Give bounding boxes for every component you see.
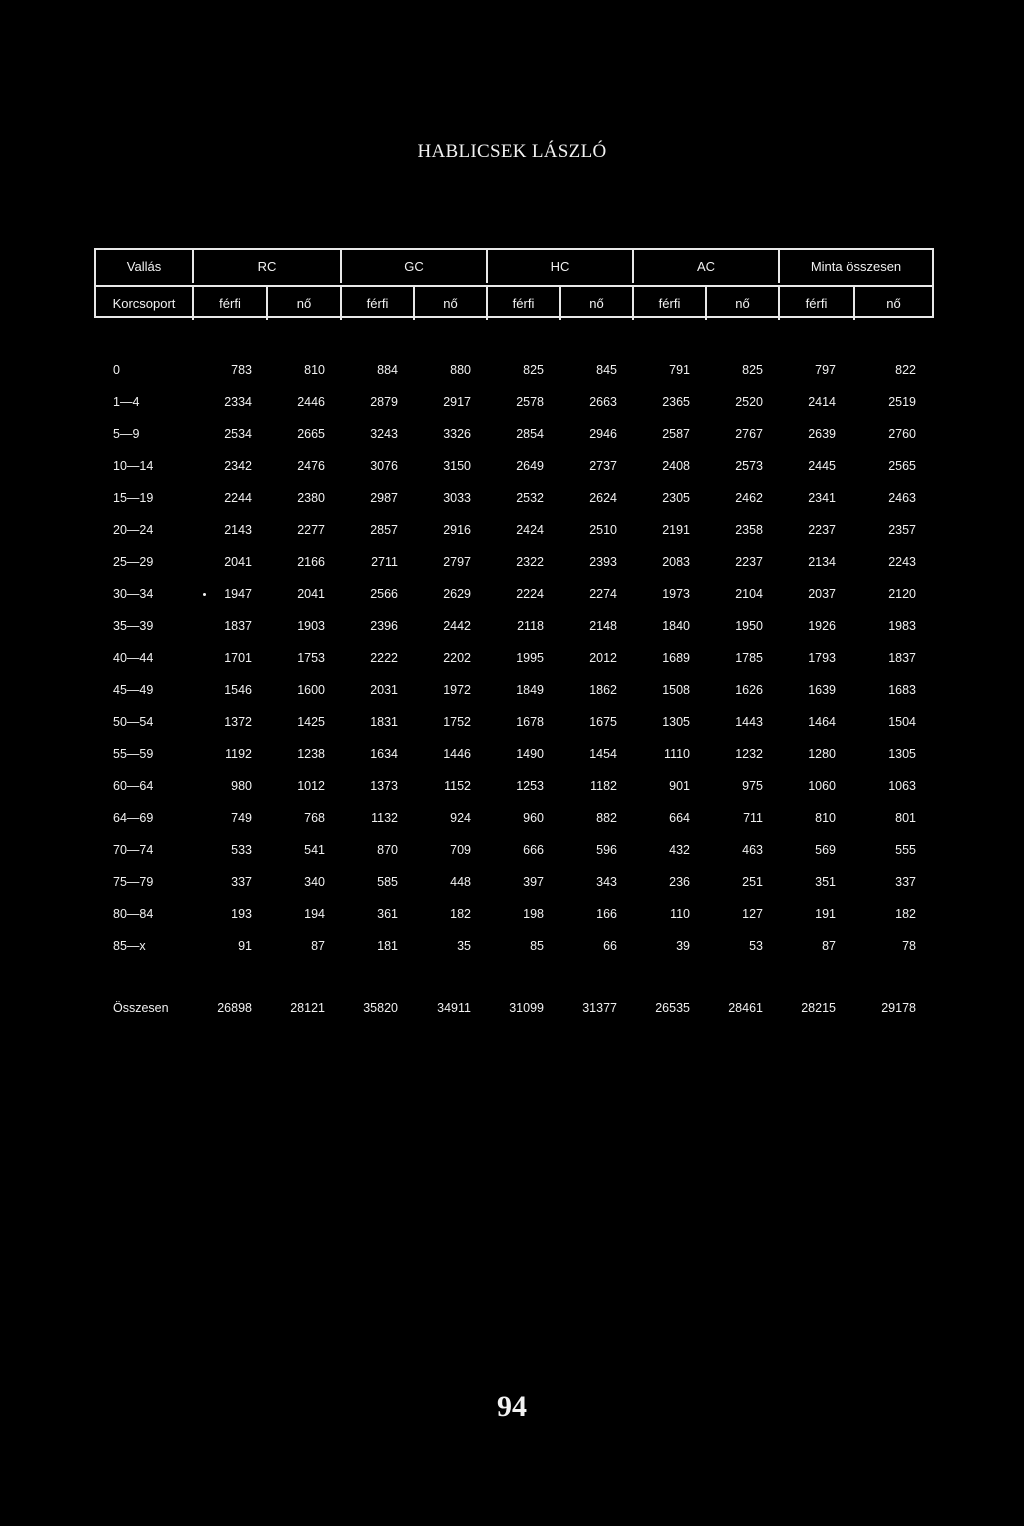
age-group-cell: 15—19 — [113, 491, 154, 505]
header-group-ac: AC — [632, 250, 778, 283]
value-cell: 2305 — [662, 491, 690, 505]
table-row — [0, 872, 1024, 892]
value-cell: 191 — [815, 907, 836, 921]
age-group-cell: 35—39 — [113, 619, 154, 633]
value-cell: 1837 — [224, 619, 252, 633]
value-cell: 980 — [231, 779, 252, 793]
value-cell: 1785 — [735, 651, 763, 665]
table-row — [0, 552, 1024, 572]
age-group-cell: 85—x — [113, 939, 146, 953]
value-cell: 2442 — [443, 619, 471, 633]
age-group-cell: 40—44 — [113, 651, 154, 665]
value-cell: 2166 — [297, 555, 325, 569]
header-sex-cell: nő — [853, 287, 932, 320]
value-cell: 236 — [669, 875, 690, 889]
value-cell: 2414 — [808, 395, 836, 409]
header-group-gc: GC — [340, 250, 486, 283]
stray-dot-mark — [203, 593, 206, 596]
value-cell: 791 — [669, 363, 690, 377]
value-cell: 666 — [523, 843, 544, 857]
value-cell: 2083 — [662, 555, 690, 569]
value-cell: 351 — [815, 875, 836, 889]
value-cell: 664 — [669, 811, 690, 825]
age-group-cell: 55—59 — [113, 747, 154, 761]
value-cell: 2445 — [808, 459, 836, 473]
value-cell: 2737 — [589, 459, 617, 473]
value-cell: 783 — [231, 363, 252, 377]
total-value-cell: 28215 — [801, 1001, 836, 1015]
value-cell: 1634 — [370, 747, 398, 761]
value-cell: 2202 — [443, 651, 471, 665]
value-cell: 2143 — [224, 523, 252, 537]
total-value-cell: 28461 — [728, 1001, 763, 1015]
table-row — [0, 744, 1024, 764]
value-cell: 1372 — [224, 715, 252, 729]
value-cell: 182 — [450, 907, 471, 921]
total-value-cell: 28121 — [290, 1001, 325, 1015]
header-sex-cell: férfi — [340, 287, 413, 320]
value-cell: 1983 — [888, 619, 916, 633]
header-group-total: Minta összesen — [778, 250, 932, 283]
value-cell: 1793 — [808, 651, 836, 665]
table-row — [0, 520, 1024, 540]
value-cell: 432 — [669, 843, 690, 857]
table-row — [0, 616, 1024, 636]
value-cell: 2237 — [808, 523, 836, 537]
value-cell: 1926 — [808, 619, 836, 633]
value-cell: 960 — [523, 811, 544, 825]
age-group-cell: 50—54 — [113, 715, 154, 729]
table-row — [0, 392, 1024, 412]
value-cell: 555 — [895, 843, 916, 857]
value-cell: 2463 — [888, 491, 916, 505]
value-cell: 1238 — [297, 747, 325, 761]
value-cell: 2365 — [662, 395, 690, 409]
value-cell: 1192 — [225, 747, 252, 761]
value-cell: 1373 — [370, 779, 398, 793]
value-cell: 1837 — [888, 651, 916, 665]
value-cell: 2587 — [662, 427, 690, 441]
header-sex-cell: férfi — [192, 287, 266, 320]
value-cell: 801 — [895, 811, 916, 825]
total-value-cell: 26535 — [655, 1001, 690, 1015]
value-cell: 1639 — [808, 683, 836, 697]
value-cell: 1490 — [516, 747, 544, 761]
value-cell: 825 — [523, 363, 544, 377]
header-sex-cell: nő — [559, 287, 632, 320]
value-cell: 397 — [523, 875, 544, 889]
value-cell: 3033 — [443, 491, 471, 505]
value-cell: 1753 — [297, 651, 325, 665]
value-cell: 2358 — [735, 523, 763, 537]
value-cell: 1280 — [808, 747, 836, 761]
value-cell: 2916 — [443, 523, 471, 537]
value-cell: 1947 — [224, 587, 252, 601]
age-group-cell: 75—79 — [113, 875, 154, 889]
value-cell: 3150 — [443, 459, 471, 473]
age-group-cell: 60—64 — [113, 779, 154, 793]
value-cell: 585 — [377, 875, 398, 889]
value-cell: 2519 — [888, 395, 916, 409]
value-cell: 1060 — [808, 779, 836, 793]
value-cell: 85 — [530, 939, 544, 953]
value-cell: 2120 — [888, 587, 916, 601]
value-cell: 2237 — [735, 555, 763, 569]
value-cell: 2446 — [297, 395, 325, 409]
header-row-sex — [96, 285, 932, 320]
value-cell: 1840 — [662, 619, 690, 633]
value-cell: 2224 — [516, 587, 544, 601]
value-cell: 2408 — [662, 459, 690, 473]
value-cell: 1973 — [662, 587, 690, 601]
value-cell: 2879 — [370, 395, 398, 409]
value-cell: 1232 — [735, 747, 763, 761]
value-cell: 2767 — [735, 427, 763, 441]
table-row — [0, 456, 1024, 476]
value-cell: 749 — [231, 811, 252, 825]
value-cell: 2424 — [516, 523, 544, 537]
value-cell: 87 — [822, 939, 836, 953]
running-head: HABLICSEK LÁSZLÓ — [417, 141, 607, 162]
value-cell: 533 — [231, 843, 252, 857]
value-cell: 166 — [596, 907, 617, 921]
value-cell: 3326 — [443, 427, 471, 441]
value-cell: 845 — [596, 363, 617, 377]
table-row — [0, 936, 1024, 956]
value-cell: 2342 — [224, 459, 252, 473]
value-cell: 825 — [742, 363, 763, 377]
value-cell: 2462 — [735, 491, 763, 505]
value-cell: 2532 — [516, 491, 544, 505]
value-cell: 2041 — [224, 555, 252, 569]
value-cell: 110 — [670, 907, 690, 921]
value-cell: 768 — [304, 811, 325, 825]
value-cell: 2663 — [589, 395, 617, 409]
table-row — [0, 488, 1024, 508]
age-group-cell: 0 — [113, 363, 120, 377]
value-cell: 2665 — [297, 427, 325, 441]
value-cell: 198 — [523, 907, 544, 921]
value-cell: 1110 — [664, 747, 690, 761]
value-cell: 2031 — [370, 683, 398, 697]
value-cell: 182 — [895, 907, 916, 921]
total-label: Összesen — [113, 1001, 169, 1015]
value-cell: 2243 — [888, 555, 916, 569]
value-cell: 1701 — [224, 651, 252, 665]
value-cell: 2987 — [370, 491, 398, 505]
value-cell: 2624 — [589, 491, 617, 505]
value-cell: 337 — [895, 875, 916, 889]
header-sex-cell: nő — [266, 287, 340, 320]
value-cell: 1446 — [443, 747, 471, 761]
total-value-cell: 31099 — [509, 1001, 544, 1015]
value-cell: 2946 — [589, 427, 617, 441]
age-group-cell: 64—69 — [113, 811, 154, 825]
total-value-cell: 35820 — [363, 1001, 398, 1015]
header-row-religion — [96, 250, 932, 283]
age-group-cell: 70—74 — [113, 843, 154, 857]
value-cell: 448 — [450, 875, 471, 889]
value-cell: 541 — [304, 843, 325, 857]
value-cell: 39 — [676, 939, 690, 953]
value-cell: 1752 — [443, 715, 471, 729]
header-sex-cell: nő — [705, 287, 778, 320]
page-number: 94 — [497, 1390, 527, 1423]
value-cell: 1182 — [590, 779, 617, 793]
value-cell: 1689 — [662, 651, 690, 665]
value-cell: 2476 — [297, 459, 325, 473]
header-religion-label: Vallás — [126, 259, 162, 274]
value-cell: 711 — [743, 811, 763, 825]
value-cell: 340 — [304, 875, 325, 889]
total-value-cell: 31377 — [582, 1001, 617, 1015]
value-cell: 1678 — [516, 715, 544, 729]
value-cell: 1454 — [589, 747, 617, 761]
value-cell: 2393 — [589, 555, 617, 569]
value-cell: 1600 — [297, 683, 325, 697]
total-row — [0, 998, 1024, 1018]
value-cell: 2277 — [297, 523, 325, 537]
value-cell: 1546 — [224, 683, 252, 697]
value-cell: 822 — [895, 363, 916, 377]
age-group-cell: 10—14 — [113, 459, 154, 473]
value-cell: 1675 — [589, 715, 617, 729]
value-cell: 2565 — [888, 459, 916, 473]
value-cell: 66 — [603, 939, 617, 953]
value-cell: 1972 — [443, 683, 471, 697]
value-cell: 2578 — [516, 395, 544, 409]
value-cell: 2857 — [370, 523, 398, 537]
header-sex-cell: férfi — [778, 287, 853, 320]
value-cell: 251 — [742, 875, 763, 889]
value-cell: 882 — [596, 811, 617, 825]
value-cell: 1504 — [888, 715, 916, 729]
header-group-hc: HC — [486, 250, 632, 283]
value-cell: 2711 — [371, 555, 398, 569]
age-group-cell: 45—49 — [113, 683, 154, 697]
value-cell: 1132 — [371, 811, 398, 825]
value-cell: 1012 — [297, 779, 325, 793]
value-cell: 343 — [596, 875, 617, 889]
value-cell: 2510 — [589, 523, 617, 537]
value-cell: 2148 — [589, 619, 617, 633]
value-cell: 797 — [815, 363, 836, 377]
value-cell: 2520 — [735, 395, 763, 409]
value-cell: 35 — [457, 939, 471, 953]
table-row — [0, 712, 1024, 732]
value-cell: 2357 — [888, 523, 916, 537]
value-cell: 1305 — [662, 715, 690, 729]
table-row — [0, 360, 1024, 380]
age-group-cell: 30—34 — [113, 587, 154, 601]
value-cell: 2629 — [443, 587, 471, 601]
value-cell: 1425 — [297, 715, 325, 729]
value-cell: 53 — [749, 939, 763, 953]
value-cell: 2244 — [224, 491, 252, 505]
value-cell: 975 — [742, 779, 763, 793]
value-cell: 2573 — [735, 459, 763, 473]
table-row — [0, 648, 1024, 668]
value-cell: 709 — [450, 843, 471, 857]
value-cell: 3243 — [370, 427, 398, 441]
value-cell: 2854 — [516, 427, 544, 441]
value-cell: 1862 — [589, 683, 617, 697]
value-cell: 2396 — [370, 619, 398, 633]
value-cell: 884 — [377, 363, 398, 377]
total-value-cell: 34911 — [437, 1001, 471, 1015]
value-cell: 1626 — [735, 683, 763, 697]
header-sex-cell: nő — [413, 287, 486, 320]
value-cell: 2380 — [297, 491, 325, 505]
value-cell: 361 — [377, 907, 398, 921]
value-cell: 78 — [902, 939, 916, 953]
value-cell: 2274 — [589, 587, 617, 601]
value-cell: 2134 — [808, 555, 836, 569]
header-group-rc: RC — [192, 250, 340, 283]
value-cell: 1152 — [444, 779, 471, 793]
value-cell: 2191 — [662, 523, 690, 537]
value-cell: 924 — [450, 811, 471, 825]
value-cell: 2760 — [888, 427, 916, 441]
value-cell: 2104 — [735, 587, 763, 601]
value-cell: 2012 — [589, 651, 617, 665]
value-cell: 2222 — [370, 651, 398, 665]
header-sex-cell: férfi — [632, 287, 705, 320]
value-cell: 1849 — [516, 683, 544, 697]
age-group-cell: 20—24 — [113, 523, 154, 537]
value-cell: 2917 — [443, 395, 471, 409]
table-row — [0, 904, 1024, 924]
value-cell: 1253 — [516, 779, 544, 793]
value-cell: 569 — [815, 843, 836, 857]
value-cell: 463 — [742, 843, 763, 857]
column-header-box — [94, 248, 934, 318]
value-cell: 2037 — [808, 587, 836, 601]
value-cell: 2118 — [517, 619, 544, 633]
table-row — [0, 584, 1024, 604]
value-cell: 2334 — [224, 395, 252, 409]
value-cell: 2534 — [224, 427, 252, 441]
value-cell: 1508 — [662, 683, 690, 697]
value-cell: 2566 — [370, 587, 398, 601]
value-cell: 2341 — [808, 491, 836, 505]
value-cell: 127 — [742, 907, 763, 921]
total-value-cell: 29178 — [881, 1001, 916, 1015]
value-cell: 91 — [238, 939, 252, 953]
value-cell: 87 — [311, 939, 325, 953]
value-cell: 1903 — [297, 619, 325, 633]
value-cell: 1831 — [370, 715, 398, 729]
value-cell: 193 — [231, 907, 252, 921]
value-cell: 2797 — [443, 555, 471, 569]
value-cell: 2041 — [297, 587, 325, 601]
header-sex-cell: férfi — [486, 287, 559, 320]
value-cell: 181 — [377, 939, 398, 953]
age-group-cell: 80—84 — [113, 907, 154, 921]
table-row — [0, 424, 1024, 444]
value-cell: 1305 — [888, 747, 916, 761]
value-cell: 1443 — [735, 715, 763, 729]
table-row — [0, 840, 1024, 860]
value-cell: 1950 — [735, 619, 763, 633]
total-value-cell: 26898 — [217, 1001, 252, 1015]
value-cell: 337 — [231, 875, 252, 889]
age-group-cell: 1—4 — [113, 395, 140, 409]
header-age-group-label: Korcsoport — [112, 296, 176, 311]
value-cell: 880 — [450, 363, 471, 377]
value-cell: 2322 — [516, 555, 544, 569]
value-cell: 596 — [596, 843, 617, 857]
value-cell: 1995 — [516, 651, 544, 665]
value-cell: 194 — [304, 907, 325, 921]
table-row — [0, 776, 1024, 796]
age-group-cell: 5—9 — [113, 427, 140, 441]
value-cell: 901 — [669, 779, 690, 793]
value-cell: 1464 — [808, 715, 836, 729]
value-cell: 2649 — [516, 459, 544, 473]
table-row — [0, 680, 1024, 700]
value-cell: 3076 — [370, 459, 398, 473]
value-cell: 870 — [377, 843, 398, 857]
value-cell: 810 — [304, 363, 325, 377]
age-group-cell: 25—29 — [113, 555, 154, 569]
value-cell: 810 — [815, 811, 836, 825]
value-cell: 2639 — [808, 427, 836, 441]
value-cell: 1063 — [888, 779, 916, 793]
value-cell: 1683 — [888, 683, 916, 697]
table-row — [0, 808, 1024, 828]
